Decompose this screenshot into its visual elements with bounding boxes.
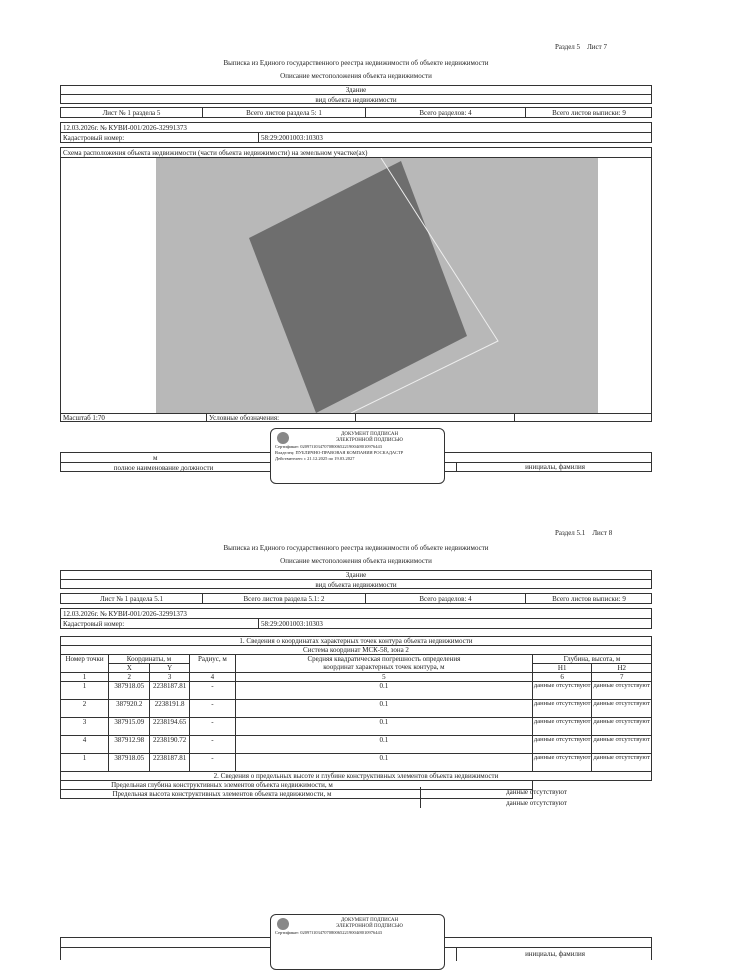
sheets-in-section: Всего листов раздела 5: 1 (203, 108, 366, 117)
cell-y: 2238194.65 (150, 718, 189, 736)
col-num: 5 (235, 673, 532, 682)
sign-mark: м (61, 453, 651, 463)
section-label (555, 43, 607, 51)
sheet-no: Лист № 1 раздела 5 (61, 108, 203, 117)
document-title: Выписка из Единого государственного реестра недвижимости об объекте недвижимости (223, 59, 489, 67)
coords-system: Система координат МСК-58, зона 2 (61, 646, 652, 655)
h-y: Y (150, 664, 189, 673)
scale-row (61, 413, 651, 422)
depth-label: Предельная глубина конструктивных элементов объекта недвижимости, м (61, 781, 533, 790)
scale: Масштаб 1:70 (61, 414, 207, 422)
document-subtitle-2: Описание местоположения объекта недвижимости (280, 557, 432, 565)
cell-r: - (189, 700, 235, 718)
coordinate-row (61, 754, 652, 772)
cadastral-row (61, 133, 651, 143)
coordinate-row (61, 700, 652, 718)
sheets-total: Всего листов выписки: 9 (552, 594, 626, 603)
h-h1: H1 (532, 664, 592, 673)
object-type: Здание (61, 571, 651, 580)
cell-r: - (189, 682, 235, 700)
stamp-line1: ДОКУМЕНТ ПОДПИСАН (340, 432, 399, 437)
depth-value-cell: данные отсутствуют (420, 787, 652, 798)
h-h2: H2 (592, 664, 652, 673)
limits-title: 2. Сведения о предельных высоте и глубине конструктивных элементов объекта недвижимости (61, 772, 652, 781)
height-value: данные отсутствуют (420, 798, 652, 808)
cell-x: 387918.05 (109, 754, 150, 772)
scheme-box (60, 147, 652, 422)
sheets-in-section: Всего листов раздела 5.1: 2 (203, 594, 366, 603)
cell-h2: данные отсутствуют (592, 718, 652, 736)
rosreestr-logo-icon (277, 918, 289, 930)
cell-n: 3 (61, 718, 109, 736)
sheet-number: Лист 8 (592, 529, 613, 537)
h-coords: Координаты, м (109, 655, 190, 664)
legend-cell (356, 414, 515, 422)
h-error: Средняя квадратическая погрешность определения координат характерных точек контура, м (235, 655, 532, 673)
scheme-title: Схема расположения объекта недвижимости (части объекта недвижимости) на земельном участке(ах) (61, 148, 651, 158)
h-radius: Радиус, м (189, 655, 235, 673)
cell-e: 0.1 (235, 736, 532, 754)
sign-position: полное наименование должности (113, 464, 214, 472)
coordinate-row (61, 682, 652, 700)
h-x: X (109, 664, 150, 673)
stamp-cert: Сертификат: 02097f10347070800652219004f8010976443 (275, 444, 383, 449)
sign-name: инициалы, фамилия (456, 463, 653, 472)
stamp-valid: Действителен: с 21.12.2025 по 19.03.2027 (275, 456, 355, 461)
cell-r: - (189, 718, 235, 736)
doc-ref-box-2 (60, 608, 652, 629)
stamp-line2: ЭЛЕКТРОННОЙ ПОДПИСЬЮ (336, 438, 403, 443)
cell-r: - (189, 736, 235, 754)
cell-h1: данные отсутствуют (532, 718, 592, 736)
cell-e: 0.1 (235, 700, 532, 718)
height-label: Предельная высота конструктивных элементов объекта недвижимости, м (61, 790, 533, 799)
cell-x: 387912.98 (109, 736, 150, 754)
cell-n: 2 (61, 700, 109, 718)
section-number: Раздел 5 (555, 43, 581, 51)
cell-y: 2238190.72 (150, 736, 189, 754)
cell-n: 1 (61, 754, 109, 772)
sheets-total: Всего листов выписки: 9 (552, 108, 626, 117)
cell-e: 0.1 (235, 754, 532, 772)
coordinates-table (60, 636, 652, 799)
stamp-line2: ЭЛЕКТРОННОЙ ПОДПИСЬЮ (336, 924, 403, 929)
object-type-box-2 (60, 570, 652, 589)
coords-title: 1. Сведения о координатах характерных точек контура объекта недвижимости (61, 637, 652, 646)
sections-total: Всего разделов: 4 (366, 594, 526, 603)
cell-e: 0.1 (235, 718, 532, 736)
col-num: 4 (189, 673, 235, 682)
cell-n: 1 (61, 682, 109, 700)
location-scheme-image (156, 158, 598, 413)
cell-h1: данные отсутствуют (532, 754, 592, 772)
cell-x: 387918.05 (109, 682, 150, 700)
coordinate-row (61, 736, 652, 754)
h-depth: Глубина, высота, м (532, 655, 651, 664)
cell-x: 387920.2 (109, 700, 150, 718)
sheet-info-row (60, 107, 652, 118)
cadastral-number: 58:29:2001003:10303 (258, 619, 323, 629)
column-numbers (61, 673, 652, 682)
section-number: Раздел 5.1 (555, 529, 586, 537)
rosreestr-logo-icon (277, 432, 289, 444)
doc-ref: 12.03.2026г. № КУВИ-001/2026-32991373 (61, 123, 651, 133)
cell-h1: данные отсутствуют (532, 682, 592, 700)
cadastral-row (61, 619, 651, 629)
coordinate-row (61, 718, 652, 736)
sheet-info-row-2 (60, 593, 652, 604)
stamp-line1: ДОКУМЕНТ ПОДПИСАН (340, 918, 399, 923)
doc-ref: 12.03.2026г. № КУВИ-001/2026-32991373 (61, 609, 651, 619)
cell-y: 2238187.81 (150, 754, 189, 772)
col-num: 1 (61, 673, 109, 682)
col-num: 3 (150, 673, 189, 682)
doc-ref-box (60, 122, 652, 143)
cell-y: 2238187.81 (150, 682, 189, 700)
h-point: Номер точки (61, 655, 109, 673)
cell-h2: данные отсутствуют (592, 754, 652, 772)
section-label-2 (555, 529, 612, 537)
cell-x: 387915.09 (109, 718, 150, 736)
object-type: Здание (61, 86, 651, 95)
e-signature-stamp (270, 428, 445, 484)
stamp-owner: Владелец: ПУБЛИЧНО-ПРАВОВАЯ КОМПАНИЯ РОСКАДАСТР (275, 450, 404, 455)
cadastral-label: Кадастровый номер: (63, 134, 125, 142)
document-subtitle: Описание местоположения объекта недвижимости (280, 72, 432, 80)
cell-n: 4 (61, 736, 109, 754)
legend-label: Условные обозначения: (207, 414, 356, 422)
cell-h2: данные отсутствуют (592, 700, 652, 718)
col-num: 7 (592, 673, 652, 682)
col-num: 2 (109, 673, 150, 682)
cadastral-number: 58:29:2001003:10303 (258, 133, 323, 143)
cell-r: - (189, 754, 235, 772)
cell-e: 0.1 (235, 682, 532, 700)
cell-y: 2238191.8 (150, 700, 189, 718)
document-title-2: Выписка из Единого государственного реестра недвижимости об объекте недвижимости (223, 544, 489, 552)
cell-h2: данные отсутствуют (592, 682, 652, 700)
cell-h1: данные отсутствуют (532, 736, 592, 754)
col-num: 6 (532, 673, 592, 682)
sheet-number: Лист 7 (587, 43, 607, 51)
object-type-box (60, 85, 652, 104)
cadastral-label: Кадастровый номер: (63, 620, 125, 628)
object-type-caption: вид объекта недвижимости (315, 95, 397, 104)
e-signature-stamp-2 (270, 914, 445, 970)
sheet-no: Лист № 1 раздела 5.1 (61, 594, 203, 603)
cell-h1: данные отсутствуют (532, 700, 592, 718)
sections-total: Всего разделов: 4 (366, 108, 526, 117)
cell-h2: данные отсутствуют (592, 736, 652, 754)
sign-name: инициалы, фамилия (456, 948, 653, 961)
object-type-caption: вид объекта недвижимости (315, 580, 397, 589)
stamp-cert: Сертификат: 02097f10347070800652219004f8010976443 (275, 930, 383, 935)
